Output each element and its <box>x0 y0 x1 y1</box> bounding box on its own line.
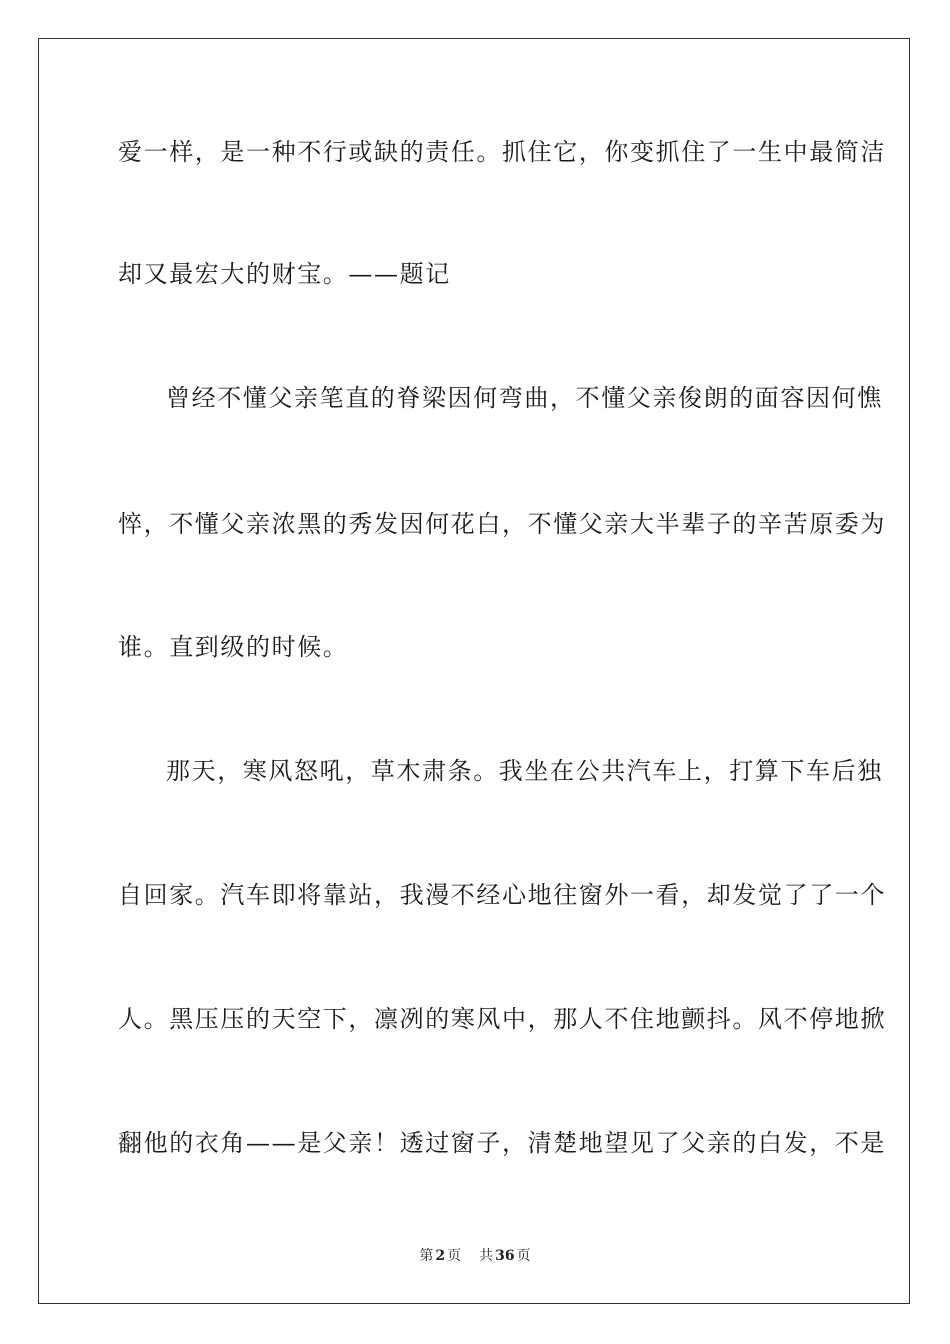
text-line-2: 却又最宏大的财宝。——题记 <box>118 260 451 288</box>
text-line-4: 悴，不懂父亲浓黑的秀发因何花白，不懂父亲大半辈子的辛苦原委为 <box>118 510 886 538</box>
page-number: 2 <box>435 1248 446 1264</box>
page-suffix: 页 <box>447 1248 462 1264</box>
text-line-8: 人。黑压压的天空下，凛冽的寒风中，那人不住地颤抖。风不停地掀 <box>118 1005 886 1033</box>
page-footer <box>0 1246 950 1266</box>
text-line-1: 爱一样，是一种不行或缺的责任。抓住它，你变抓住了一生中最简洁 <box>118 138 886 166</box>
total-prefix: 共 <box>479 1248 494 1264</box>
text-line-9: 翻他的衣角——是父亲！透过窗子，清楚地望见了父亲的白发，不是 <box>118 1129 886 1157</box>
text-line-6: 那天，寒风怒吼，草木肃条。我坐在公共汽车上，打算下车后独 <box>166 757 883 785</box>
text-line-3: 曾经不懂父亲笔直的脊梁因何弯曲，不懂父亲俊朗的面容因何憔 <box>166 384 883 412</box>
text-line-7: 自回家。汽车即将靠站，我漫不经心地往窗外一看，却发觉了了一个 <box>118 881 886 909</box>
total-suffix: 页 <box>516 1248 531 1264</box>
page-prefix: 第 <box>419 1248 434 1264</box>
total-pages: 36 <box>495 1248 515 1264</box>
text-line-5: 谁。直到级的时候。 <box>118 633 349 661</box>
page-border <box>38 38 910 1304</box>
